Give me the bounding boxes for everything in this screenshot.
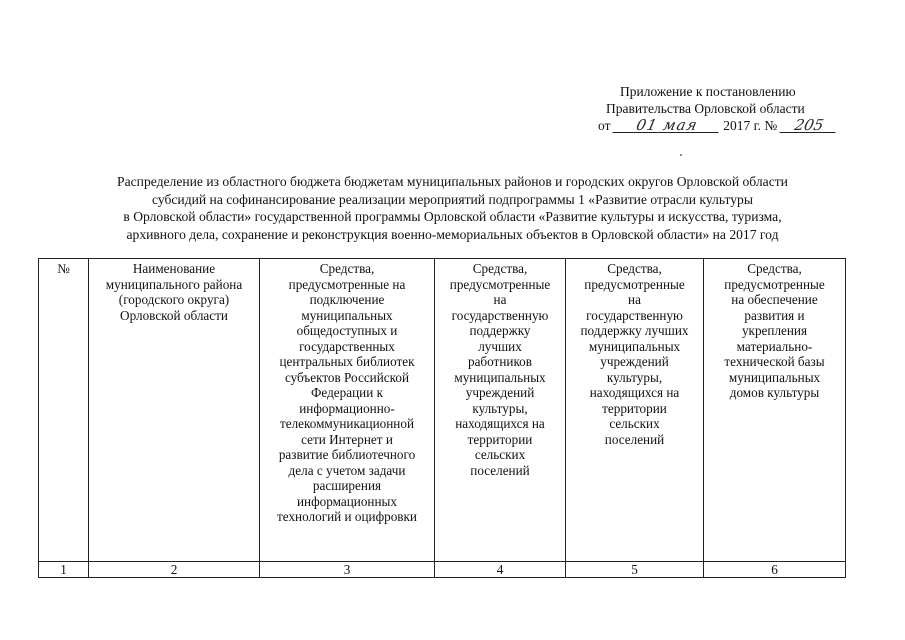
- header-best-workers-funds: Средства, предусмотренные на государственную поддержку лучших работников муниципальных учреждений культуры, находящихся на территории сельских поселений: [435, 259, 566, 562]
- column-number-row: [39, 562, 846, 578]
- title-line-1: Распределение из областного бюджета бюджетам муниципальных районов и городских округов Орловской области: [117, 174, 788, 189]
- column-number-cell: 1: [39, 562, 89, 578]
- header-number: №: [39, 259, 89, 562]
- handwritten-date: 01 мая: [612, 118, 721, 133]
- column-number-cell: 2: [89, 562, 260, 578]
- distribution-table: [38, 258, 846, 578]
- header-library-funds: Средства, предусмотренные на подключение муниципальных общедоступных и государственных центральных библиотек субъектов Российской Федерации к информационно- телекоммуникационной сети Интернет и развитие библиотечного дела с учетом задачи расширения информационных технологий и оцифровки: [260, 259, 435, 562]
- table-header-row: [39, 259, 846, 562]
- title-line-3: в Орловской области» государственной программы Орловской области «Развитие культуры и искусства, туризма,: [123, 209, 782, 224]
- approval-block: [598, 83, 898, 134]
- document-title: [30, 173, 875, 243]
- approval-line-1: Приложение к постановлению: [620, 84, 796, 99]
- column-number-cell: 5: [566, 562, 704, 578]
- column-number-cell: 3: [260, 562, 435, 578]
- approval-line-2: Правительства Орловской области: [606, 101, 805, 116]
- title-line-2: субсидий на софинансирование реализации мероприятий подпрограммы 1 «Развитие отрасли культуры: [152, 191, 753, 207]
- approval-date-prefix: от: [598, 118, 611, 133]
- handwritten-number: 205: [779, 118, 838, 133]
- title-line-4: архивного дела, сохранение и реконструкция военно-мемориальных объектов в Орловской области» на 2017 год: [126, 226, 779, 242]
- header-best-institutions-funds: Средства, предусмотренные на государственную поддержку лучших муниципальных учреждений культуры, находящихся на территории сельских поселений: [566, 259, 704, 562]
- header-district-name: Наименование муниципального района (городского округа) Орловской области: [89, 259, 260, 562]
- approval-date-line: [598, 117, 898, 134]
- column-number-cell: 6: [704, 562, 846, 578]
- stray-dot: [680, 154, 682, 156]
- approval-year: 2017 г. №: [723, 118, 778, 133]
- column-number-cell: 4: [435, 562, 566, 578]
- header-culture-houses-funds: Средства, предусмотренные на обеспечение развития и укрепления материально- технической базы муниципальных домов культуры: [704, 259, 846, 562]
